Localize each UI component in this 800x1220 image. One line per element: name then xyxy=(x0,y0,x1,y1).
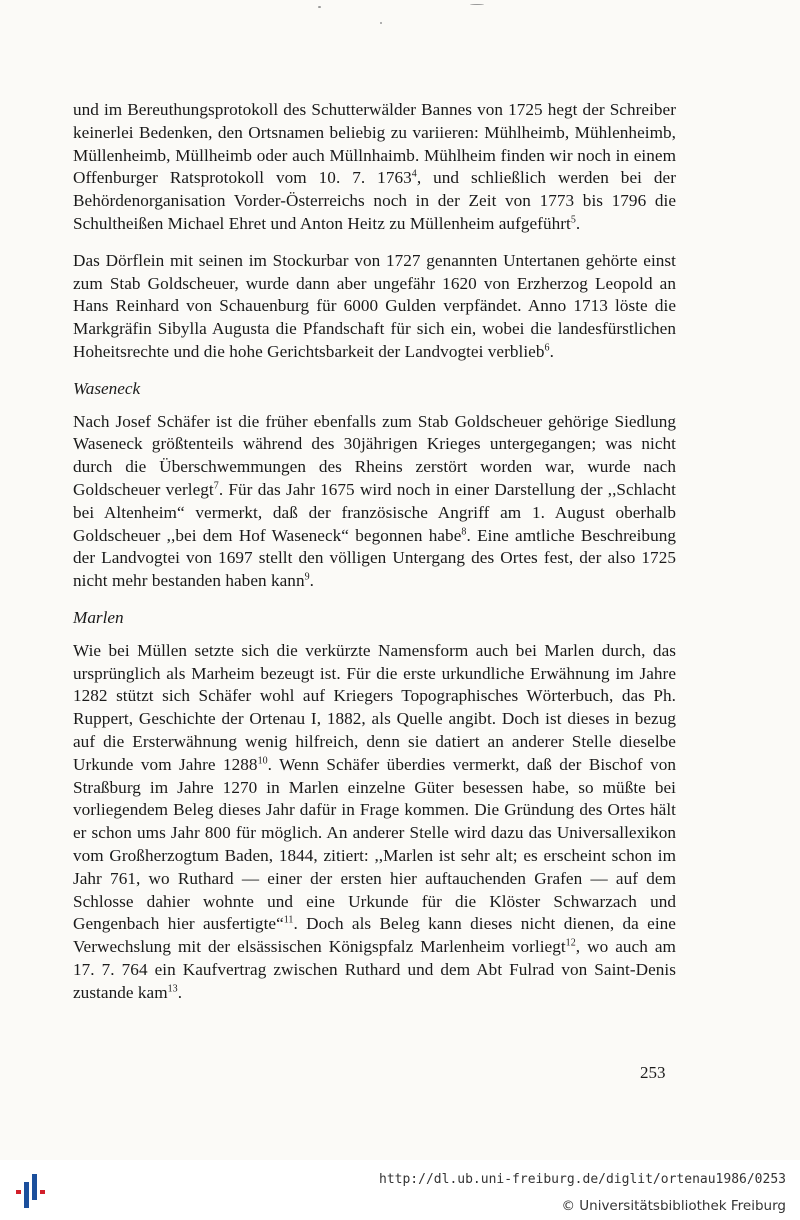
section-heading: Marlen xyxy=(73,607,124,627)
logo-bar xyxy=(32,1174,37,1200)
footnote-marker: 13 xyxy=(167,982,178,994)
footnote-marker: 7 xyxy=(213,480,219,492)
footnote-marker: 9 xyxy=(304,571,310,583)
library-logo-icon xyxy=(10,1170,54,1214)
scan-speck xyxy=(380,22,382,24)
logo-bar xyxy=(40,1190,45,1194)
copyright-text: © Universitätsbibliothek Freiburg xyxy=(561,1198,786,1214)
section-heading: Waseneck xyxy=(73,378,141,398)
footnote-marker: 11 xyxy=(283,914,294,926)
footnote-marker: 4 xyxy=(411,168,417,180)
logo-bar xyxy=(16,1190,21,1194)
paragraph: Nach Josef Schäfer ist die früher ebenfalls zum Stab Goldscheuer gehörige Siedlung Waseneck größtenteils während des 30jährigen Krieges untergegangen; was nicht durch die Überschwemmungen des Rheins zerstört worden war, wurde nach Goldscheuer verlegt$^7$. Für das Jahr 1675 wird noch in einer Darstellung der ,,Schlacht bei Altenheim“ vermerkt, daß der französische Angriff am 1. August oberhalb Goldscheuer ,,bei dem Hof Waseneck“ begonnen habe$^8$. Eine amtliche Beschreibung der Landvogtei von 1697 stellt den völligen Untergang des Ortes fest, der also 1725 nicht mehr bestanden haben kann$^9$. xyxy=(73,411,677,591)
scan-speck xyxy=(470,4,484,5)
paragraph: Das Dörflein mit seinen im Stockurbar von 1727 genannten Untertanen gehörte einst zum Stab Goldscheuer, wurde dann aber ungefähr 1620 von Erzherzog Leopold an Hans Reinhard von Schauenburg für 6000 Gulden verpfändet. Anno 1713 löste die Markgräfin Sibylla Augusta die Pfandschaft für sich ein, wobei die landesfürstlichen Hoheitsrechte und die hohe Gerichtsbarkeit der Landvogtei verblieb$^6$. xyxy=(73,250,676,361)
footnote-marker: 8 xyxy=(461,525,467,537)
footnote-marker: 12 xyxy=(565,937,576,949)
logo-bar xyxy=(24,1182,29,1208)
footnote-marker: 6 xyxy=(544,342,550,354)
footnote-marker: 5 xyxy=(570,214,576,226)
paragraph: Wie bei Müllen setzte sich die verkürzte Namensform auch bei Marlen durch, das ursprünglich als Marheim bezeugt ist. Für die erste urkundliche Erwähnung im Jahre 1282 stützt sich Schäfer wohl auf Kriegers Topographisches Wörterbuch, das Ph. Ruppert, Geschichte der Ortenau I, 1882, als Quelle angibt. Doch ist dieses in bezug auf die Ersterwähnung wenig hilfreich, denn sie datiert an anderer Stelle dieselbe Urkunde vom Jahre 1288$^{10}$. Wenn Schäfer überdies vermerkt, daß der Bischof von Straßburg im Jahre 1270 in Marlen einzelne Güter besessen habe, so müßte bei vorliegendem Beleg dieses Jahr dafür in Frage kommen. Die Gründung des Ortes hält er schon ums Jahr 800 für möglich. An anderer Stelle wird dazu das Universallexikon vom Großherzogtum Baden, 1844, zitiert: ,,Marlen ist sehr alt; es erscheint schon im Jahr 761, wo Ruthard — einer der ersten hier auftauchenden Grafen — auf dem Schlosse dahier wohnte und eine Urkunde für die Klöster Schwarzach und Gengenbach hier ausfertigte“$^{11}$. Doch als Beleg kann dieses nicht dienen, da eine Verwechslung mit der elsässischen Königspfalz Marlenheim vorliegt$^{12}$, wo auch am 17. 7. 764 ein Kaufvertrag zwischen Ruthard und dem Abt Fulrad von Saint-Denis zustande kam$^{13}$. xyxy=(73,640,677,1002)
scan-speck xyxy=(318,6,321,8)
body-text xyxy=(73,99,676,1018)
paragraph: und im Bereuthungsprotokoll des Schutterwälder Bannes von 1725 hegt der Schreiber keinerlei Bedenken, den Ortsnamen beliebig zu variieren: Mühlheimb, Mühlenheimb, Müllenheimb, Müllheimb oder auch Müllnhaimb. Mühlheim finden wir noch in einem Offenburger Ratsprotokoll vom 10. 7. 1763$^4$, und schließlich werden bei der Behördenorganisation Vorder-Österreichs noch in der Zeit von 1773 bis 1796 die Schultheißen Michael Ehret und Anton Heitz zu Müllenheim aufgeführt$^5$. xyxy=(73,100,676,233)
page-number: 253 xyxy=(640,1063,666,1082)
source-url-link[interactable]: http://dl.ub.uni-freiburg.de/diglit/ortenau1986/0253 xyxy=(379,1172,786,1187)
footnote-marker: 10 xyxy=(257,754,268,766)
footer xyxy=(0,1160,800,1220)
